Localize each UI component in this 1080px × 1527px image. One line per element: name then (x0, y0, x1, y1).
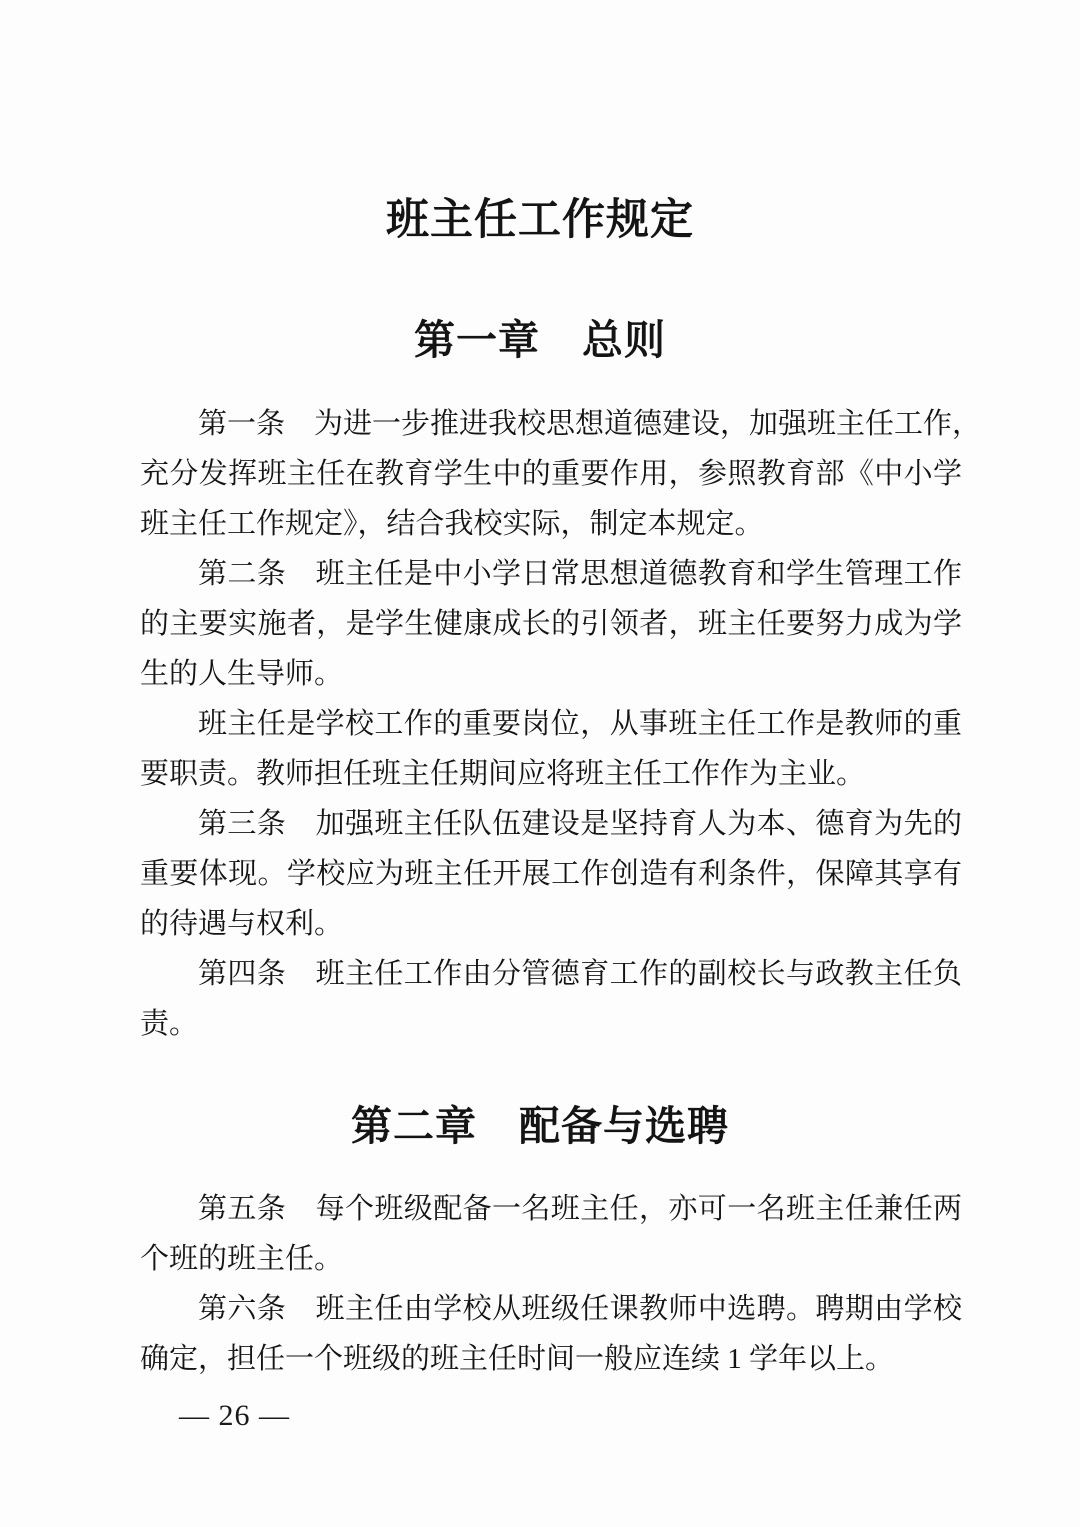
text-line: 的主要实施者，是学生健康成长的引领者，班主任要努力成为学 (140, 607, 962, 640)
text-line: 第五条 每个班级配备一名班主任，亦可一名班主任兼任两 (198, 1192, 962, 1225)
chapter-2-body (140, 1184, 962, 1384)
text-line: 班主任是学校工作的重要岗位，从事班主任工作是教师的重 (198, 707, 962, 740)
text-line: 要职责。教师担任班主任期间应将班主任工作作为主业。 (140, 757, 866, 790)
text-line: 第一条 为进一步推进我校思想道德建设，加强班主任工作， (198, 407, 982, 440)
text-line: 班主任工作规定》，结合我校实际，制定本规定。 (140, 507, 764, 540)
text-line: 责。 (140, 1007, 199, 1040)
text-line: 第三条 加强班主任队伍建设是坚持育人为本、德育为先的 (198, 807, 962, 840)
paragraph (140, 699, 962, 799)
paragraph (140, 799, 962, 949)
paragraph (140, 949, 962, 1049)
text-line: 生的人生导师。 (140, 657, 344, 690)
document-title: 班主任工作规定 (386, 197, 694, 244)
text-line: 个班的班主任。 (140, 1242, 344, 1275)
text-line: 第二条 班主任是中小学日常思想道德教育和学生管理工作 (198, 557, 962, 590)
paragraph (140, 399, 982, 549)
text-line: 确定，担任一个班级的班主任时间一般应连续 1 学年以上。 (140, 1342, 895, 1375)
chapter-1-heading: 第一章 总则 (414, 317, 666, 364)
chapter-2-heading: 第二章 配备与选聘 (351, 1102, 729, 1149)
paragraph (140, 1284, 962, 1384)
paragraph (140, 549, 962, 699)
page-number: — 26 — (179, 1399, 290, 1432)
text-line: 充分发挥班主任在教育学生中的重要作用，参照教育部《中小学 (140, 457, 962, 490)
text-line: 第四条 班主任工作由分管德育工作的副校长与政教主任负 (198, 957, 962, 990)
text-line: 重要体现。学校应为班主任开展工作创造有利条件，保障其享有 (140, 857, 962, 890)
text-line: 第六条 班主任由学校从班级任课教师中选聘。聘期由学校 (198, 1292, 962, 1325)
text-line: 的待遇与权利。 (140, 907, 344, 940)
paragraph (140, 1184, 962, 1284)
chapter-1-body (140, 399, 982, 1049)
